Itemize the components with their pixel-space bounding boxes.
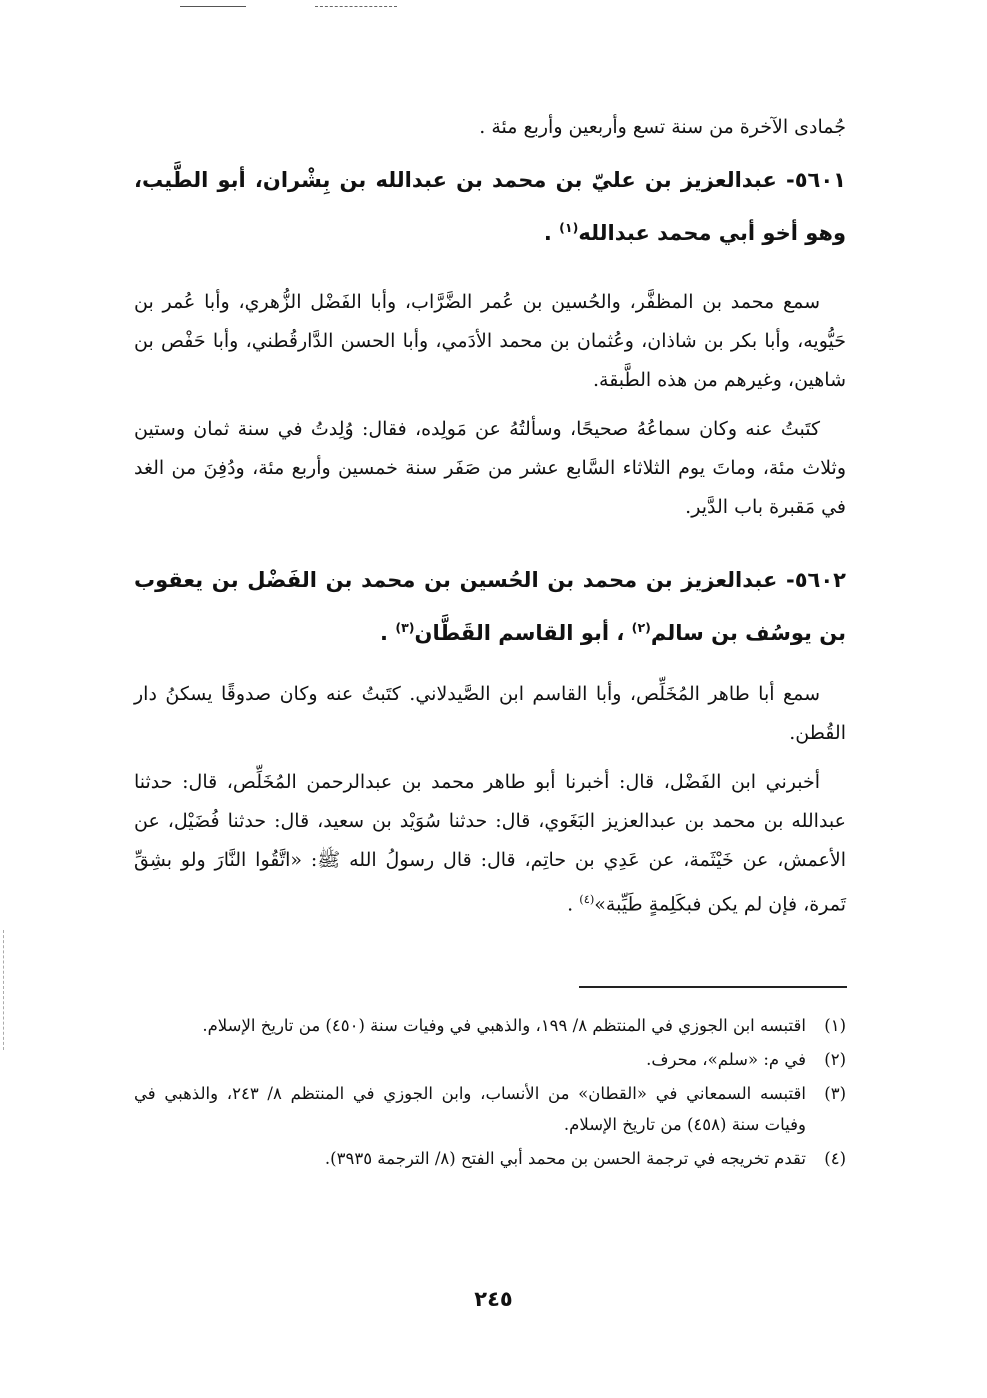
footnote-item — [134, 1078, 846, 1140]
paragraph: كتَبتُ عنه وكان سماعُهُ صحيحًا، وسألتُهُ عن مَولِده، فقال: وُلِدتُ في سنة ثمان وستين وثلاث مئة، وماتَ يوم الثلاثاء السَّابع عشر من صَفَر سنة خمسين وأربع مئة، ودُفِنَ من الغد في مَقبرة باب الدَّير. — [134, 418, 846, 518]
paragraph-text: أخبرني ابن الفَضْل، قال: أخبرنا أبو طاهر محمد بن عبدالرحمن المُخَلِّص، قال: حدثنا عبدالله بن محمد بن عبدالعزيز البَغَوي، قال: حدثنا سُوَيْد بن سعيد، قال: حدثنا فُضَيْل، عن الأعمش، عن خَيْثَمة، عن عَدِي بن حاتِم، قال: قال رسولُ الله ﷺ: «اتَّقُوا النَّارَ ولو بشِقِّ تَمرة، فإن لم يكن فبكَلِمةٍ طَيِّبة» — [134, 771, 846, 916]
footnote-number: (١) — [824, 1016, 846, 1035]
footnote-item — [134, 1044, 846, 1075]
scan-mark — [180, 6, 246, 7]
footnote-number: (٢) — [824, 1050, 846, 1069]
footnote-text: تقدم تخريجه في ترجمة الحسن بن محمد أبي الفتح (٨/ الترجمة ٣٩٣٥). — [324, 1149, 806, 1168]
footnote-ref: (٢) — [631, 620, 651, 635]
opening-line-block — [134, 108, 846, 147]
entry-heading-text: ، أبو القاسم القَطَّان — [414, 621, 632, 645]
entry-5602-body — [134, 675, 846, 924]
entry-5601-heading — [134, 156, 846, 257]
footnote-ref: (١) — [559, 220, 579, 235]
heading-tail: . — [543, 221, 560, 245]
paragraph: سمع محمد بن المظفَّر، والحُسين بن عُمر الضَّرَّاب، وأبا الفَضْل الزُّهري، وأبا عُمر بن حَيُّويه، وأبا بكر بن شاذان، وعُثمان بن محمد الأدَمي، وأبا الحسن الدَّارقُطني، وأبا حَفْص بن شاهين، وغيرهم من هذه الطَّبقة. — [134, 291, 846, 391]
footnote-number: (٤) — [824, 1149, 846, 1168]
entry-5601-body — [134, 283, 846, 527]
entry-5602-heading — [134, 556, 846, 657]
paragraph-tail: . — [567, 893, 580, 916]
paragraph-with-hadith — [134, 763, 846, 924]
entry-heading-text: ٥٦٠٢- عبدالعزيز بن محمد بن الحُسين بن محمد بن الفَضْل بن يعقوب بن يوسُف بن سالم — [134, 568, 846, 645]
footnote-number: (٣) — [824, 1084, 846, 1103]
footnote-separator — [579, 986, 847, 988]
footnote-text: اقتبسه ابن الجوزي في المنتظم ٨/ ١٩٩، والذهبي في وفيات سنة (٤٥٠) من تاريخ الإسلام. — [202, 1016, 806, 1035]
page-number: ٢٤٥ — [474, 1287, 513, 1311]
footnote-text: في م: «سلم»، محرف. — [646, 1050, 806, 1069]
entry-heading-text: ٥٦٠١- عبدالعزيز بن عليّ بن محمد بن عبدالله بن بِشْران، أبو الطَّيب، وهو أخو أبي محمد عبدالله — [134, 168, 846, 245]
footnote-text: اقتبسه السمعاني في «القطان» من الأنساب، وابن الجوزي في المنتظم ٨/ ٢٤٣، والذهبي في وفيات سنة (٤٥٨) من تاريخ الإسلام. — [134, 1084, 806, 1134]
paragraph: سمع أبا طاهر المُخَلِّص، وأبا القاسم ابن الصَّيدلاني. كتَبتُ عنه وكان صدوقًا يسكنُ دار القُطن. — [134, 683, 846, 744]
footnote-item — [134, 1143, 846, 1174]
opening-line: جُمادى الآخرة من سنة تسع وأربعين وأربع مئة . — [479, 116, 846, 138]
binding-edge-marks — [3, 930, 7, 1050]
scan-mark — [315, 6, 397, 8]
heading-tail: . — [380, 621, 396, 645]
footnote-ref: (٣) — [395, 620, 415, 635]
footnote-item — [134, 1010, 846, 1041]
footnote-ref: (٤) — [579, 892, 595, 906]
footnotes — [134, 1010, 846, 1177]
